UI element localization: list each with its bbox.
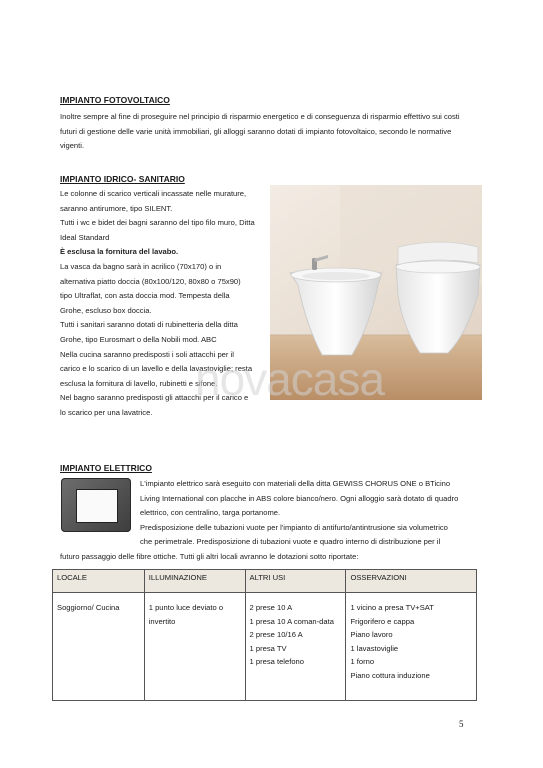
text-line-bold: È esclusa la fornitura del lavabo.	[60, 247, 179, 257]
text-line: Ideal Standard	[60, 232, 110, 242]
cell-line: 1 presa telefono	[249, 657, 304, 667]
text-line: che perimetrale. Predisposizione di tubazioni vuote e quadro interno di distribuzione per il	[140, 537, 441, 547]
cell-line: 2 prese 10/16 A	[249, 630, 303, 640]
watermark: novacasa	[195, 353, 384, 405]
text-line: Inoltre sempre al fine di proseguire nel principio di risparmio energetico e di conseguenza di risparmio effettivo sui costi	[60, 112, 460, 121]
text-line: lo scarico per una lavatrice.	[60, 407, 153, 417]
text-line: Living International con placche in ABS colore bianco/nero. Ogni alloggio sarà dotato di quadro	[140, 493, 459, 503]
cell-line: Frigorifero e cappa	[350, 616, 415, 626]
text-line: carico e lo scarico di un lavello e della lavastoviglie; resta	[60, 364, 253, 374]
text-line: Grohe, tipo Eurosmart o della Nobili mod. ABC	[60, 334, 217, 344]
cell-line: 1 lavastoviglie	[350, 643, 399, 653]
text-line: Tutti i sanitari saranno dotati di rubinetteria della ditta	[60, 320, 238, 330]
cell-altri-usi	[245, 593, 346, 701]
text-line: vigenti.	[60, 141, 85, 151]
text-line: Nella cucina saranno predisposti i soli attacchi per il	[60, 349, 234, 359]
page-number: 5	[459, 719, 464, 729]
table-row	[53, 593, 477, 701]
section-heading-idrico: IMPIANTO IDRICO- SANITARIO	[60, 174, 185, 184]
text-line: Le colonne di scarico verticali incassate nelle murature,	[60, 189, 247, 198]
cell-locale	[53, 593, 145, 701]
text-line: futuri di gestione delle varie unità immobiliari, gli alloggi saranno dotati di impianto fotovoltaico, secondo le normative	[60, 126, 452, 136]
table-header-row	[53, 570, 477, 593]
section-heading-elettrico: IMPIANTO ELETTRICO	[60, 463, 152, 473]
text-line: tipo Ultraflat, con asta doccia mod. Tempesta della	[60, 291, 230, 301]
switch-plate-image	[61, 478, 131, 532]
column-header: ILLUMINAZIONE	[144, 570, 245, 593]
cell-line: 1 presa TV	[249, 643, 287, 653]
text-line: La vasca da bagno sarà in acrilico (70x170) o in	[60, 261, 222, 271]
cell-line: Piano lavoro	[350, 630, 393, 640]
cell-line: Piano cottura induzione	[350, 670, 430, 680]
cell-illuminazione	[144, 593, 245, 701]
text-line: saranno antirumore, tipo SILENT.	[60, 203, 173, 213]
text-line: futuro passaggio delle fibre ottiche. Tutti gli altri locali avranno le dotazioni sotto riportate:	[60, 552, 359, 561]
column-header: LOCALE	[53, 570, 145, 593]
switch-plate-insert	[76, 489, 118, 523]
cell-line: 1 punto luce deviato o	[148, 603, 224, 612]
cell-line: invertito	[148, 616, 176, 626]
cell-line: Soggiorno/ Cucina	[57, 603, 120, 612]
cell-osservazioni	[346, 593, 477, 701]
section-heading-fotovoltaico: IMPIANTO FOTOVOLTAICO	[60, 95, 170, 105]
text-line: L'impianto elettrico sarà eseguito con materiali della ditta GEWISS CHORUS ONE o BTicino	[140, 479, 451, 488]
column-header: OSSERVAZIONI	[346, 570, 477, 593]
dotazioni-table	[52, 569, 477, 701]
fotovoltaico-paragraph	[60, 110, 460, 154]
cell-line: 1 forno	[350, 657, 375, 667]
elettrico-paragraph	[140, 477, 458, 550]
text-line: Tutti i wc e bidet dei bagni saranno del tipo filo muro, Ditta	[60, 218, 255, 228]
elettrico-paragraph-end	[60, 550, 358, 565]
text-line: esclusa la fornitura di lavello, rubinetti e sifone.	[60, 378, 218, 388]
text-line: Nel bagno saranno predisposti gli attacchi per il carico e	[60, 393, 249, 403]
cell-line: 1 vicino a presa TV+SAT	[350, 603, 434, 612]
cell-line: 1 presa 10 A coman-data	[249, 616, 334, 626]
column-header: ALTRI USI	[245, 570, 346, 593]
cell-line: 2 prese 10 A	[249, 603, 293, 612]
text-line: Grohe, escluso box doccia.	[60, 305, 152, 315]
text-line: Predisposizione delle tubazioni vuote per l'impianto di antifurto/antintrusione sia volumetrico	[140, 522, 448, 532]
text-line: alternativa piatto doccia (80x100/120, 80x80 o 75x90)	[60, 276, 241, 286]
text-line: elettrico, con centralino, targa portanome.	[140, 508, 281, 518]
